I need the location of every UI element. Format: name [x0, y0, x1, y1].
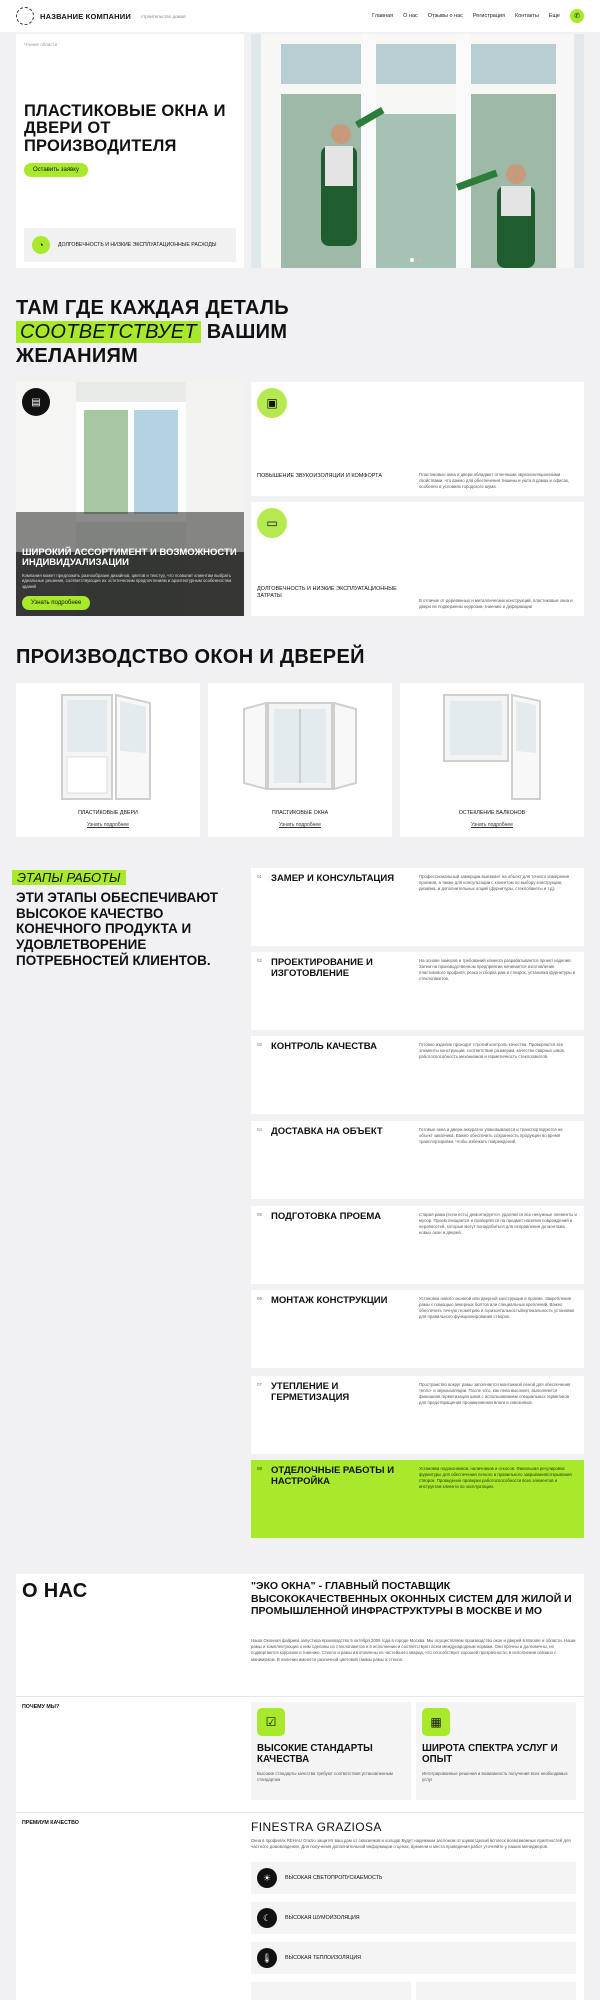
intro-heading	[16, 296, 289, 368]
slider-dot[interactable]	[417, 258, 421, 262]
site-header	[0, 0, 600, 32]
company-name[interactable]: НАЗВАНИЕ КОМПАНИИ	[40, 11, 131, 21]
stage-card-active	[251, 1460, 584, 1538]
why-desc: Интегрированные решения и возможность получения всех необходимых услуг	[422, 1770, 568, 1782]
stage-title: ПОДГОТОВКА ПРОЕМА	[271, 1211, 382, 1222]
why-us-label: ПОЧЕМУ МЫ?	[22, 1704, 60, 1710]
nav-home[interactable]: Главная	[372, 13, 394, 19]
product-link[interactable]: Узнать подробнее	[279, 822, 321, 828]
product-name: ПЛАСТИКОВЫЕ ОКНА	[271, 810, 329, 816]
company-tagline: строительство домов	[140, 13, 186, 19]
product-name: ПЛАСТИКОВЫЕ ДВЕРИ	[78, 810, 138, 816]
about-text: Наша Оконная фабрика запустила производство 5 октября 2006 года в городе Москва. Мы осуществляем производство окон и дверей в Москве и области. Наши рамы и комплектующие к ним сделаны из стеклопакетов и в исполнении и соответствуют всем международным нормам. Они прочны и долговечны, не подвергаются коррозии и гниению. Стекло и рамы изготовлены из чистейшего кварца, что способствует хорошей прозрачности, в исполнении связано с минимумом. В наличии имеются различной цветовой гаммы рамы и стекла.	[251, 1638, 576, 1662]
why-card	[416, 1702, 576, 1800]
balcony-glazing-image	[430, 689, 554, 805]
stage-desc: Установка подоконников, наличников и откосов. Финальная регулировка фурнитуры для обеспечения легкого и правильного закрывания/открывания створок. Проведение проверки работоспособности всех элементов и инструктаж клиента по эксплуатации.	[419, 1466, 572, 1490]
why-title: ШИРОТА СПЕКТРА УСЛУГ И ОПЫТ	[422, 1743, 558, 1765]
stage-number: 06	[257, 1296, 263, 1301]
nav-register[interactable]: Регистрация	[472, 13, 506, 19]
feature-title: ПОВЫШЕНИЕ ЗВУКОИЗОЛЯЦИИ И КОМФОРТА	[257, 472, 382, 479]
intro-heading-line1: ТАМ ГДЕ КАЖДАЯ ДЕТАЛЬ	[16, 297, 289, 319]
company-logo-icon[interactable]	[16, 7, 34, 25]
stage-number: 07	[257, 1382, 263, 1387]
stage-card	[251, 1290, 584, 1368]
stage-number: 05	[257, 1212, 263, 1217]
stage-title: МОНТАЖ КОНСТРУКЦИИ	[271, 1295, 388, 1306]
feature-card	[251, 382, 584, 496]
stages-heading: ЭТИ ЭТАПЫ ОБЕСПЕЧИВАЮТ ВЫСОКОЕ КАЧЕСТВО КОНЕЧНОГО ПРОДУКТА И УДОВЛЕТВОРЕНИЕ ПОТРЕБНОСТЕЙ КЛИЕНТОВ.	[16, 890, 219, 968]
stage-title: УТЕПЛЕНИЕ И ГЕРМЕТИЗАЦИЯ	[271, 1381, 350, 1403]
product-link[interactable]: Узнать подробнее	[471, 822, 513, 828]
stage-number: 03	[257, 1042, 263, 1047]
assortment-card-content	[22, 548, 238, 610]
premium-feature-text: ВЫСОКАЯ ТЕПЛОИЗОЛЯЦИЯ	[285, 1955, 361, 1961]
assortment-title: ШИРОКИЙ АССОРТИМЕНТ И ВОЗМОЖНОСТИ ИНДИВИДУАЛИЗАЦИИ	[22, 546, 237, 569]
workers-installing-window-image	[251, 34, 584, 268]
phone-button[interactable]	[570, 9, 584, 23]
stage-card	[251, 1376, 584, 1454]
premium-feature	[251, 1902, 576, 1934]
breadcrumb: Чтение области	[24, 42, 58, 47]
window-icon: ▣	[257, 388, 287, 418]
stage-title: КОНТРОЛЬ КАЧЕСТВА	[271, 1041, 377, 1052]
stage-card	[251, 1036, 584, 1114]
leave-request-button[interactable]: Оставить заявку	[24, 163, 88, 177]
stage-desc: На основе замеров и требований клиента разрабатывается проект изделия. Затем на производственном предприятии начинается изготовление пластикового профиля, резка и сборка рам и створок, установка фурнитуры и стеклопакетов.	[419, 958, 576, 982]
stage-title: ОТДЕЛОЧНЫЕ РАБОТЫ И НАСТРОЙКА	[271, 1465, 395, 1487]
product-link[interactable]: Узнать подробнее	[87, 822, 129, 828]
stage-title: ДОСТАВКА НА ОБЪЕКТ	[271, 1126, 383, 1137]
assortment-card	[16, 382, 244, 616]
about-lead: "ЭКО ОКНА" - ГЛАВНЫЙ ПОСТАВЩИК ВЫСОКОКАЧЕСТВЕННЫХ ОКОННЫХ СИСТЕМ ДЛЯ ЖИЛОЙ И ПРОМЫШЛЕННОЙ ИНФРАСТРУКТУРЫ В МОСКВЕ И МО	[251, 1580, 572, 1618]
stage-number: 02	[257, 958, 263, 963]
stage-card	[251, 1206, 584, 1284]
wallet-icon: ▭	[257, 508, 287, 538]
nav-contacts[interactable]: Контакты	[515, 13, 539, 19]
feature-title: ДОЛГОВЕЧНОСТЬ И НИЗКИЕ ЭКСПЛУАТАЦИОННЫЕ ЗАТРАТЫ	[257, 585, 397, 599]
stage-desc: Готовое изделие проходит строгий контроль качества. Проверяются все элементы конструкции, соответствие размерам, качество сварных швов, работоспособность механизмов и герметичность стеклопакетов.	[419, 1042, 565, 1060]
slider-dots[interactable]	[410, 258, 421, 262]
stage-number: 01	[257, 874, 263, 879]
premium-feature-text: ВЫСОКАЯ ШУМОИЗОЛЯЦИЯ	[285, 1915, 360, 1921]
intro-heading-line3: ЖЕЛАНИЯМ	[16, 345, 139, 367]
grid-icon: ▦	[422, 1708, 450, 1736]
stage-number: 08	[257, 1466, 263, 1471]
nav-about[interactable]: О нас	[403, 13, 418, 19]
premium-feature-text: ВЫСОКАЯ СВЕТОПРОПУСКАЕМОСТЬ	[285, 1875, 383, 1881]
product-card[interactable]	[208, 683, 392, 837]
why-card	[251, 1702, 411, 1800]
stage-card	[251, 952, 584, 1030]
stage-desc: Готовые окна и двери аккуратно упаковываются и транспортируются на объект заказчика. Важно обеспечить сохранность продукции во время транспортировки, чтобы избежать повреждений.	[419, 1127, 563, 1145]
plastic-window-image	[238, 689, 362, 805]
quality-icon: ☑	[257, 1708, 285, 1736]
premium-feature	[251, 1942, 576, 1974]
why-title: ВЫСОКИЕ СТАНДАРТЫ КАЧЕСТВА	[257, 1743, 373, 1765]
about-heading: О НАС	[22, 1580, 88, 1602]
stage-card	[251, 868, 584, 946]
hero-panel	[16, 34, 244, 268]
intro-heading-highlight: СООТВЕТСТВУЕТ	[16, 321, 201, 343]
slider-dot[interactable]	[410, 258, 414, 262]
sun-icon: ☀	[257, 1868, 277, 1888]
assortment-desc: Компания может предложить разнообразие дизайнов, цветов и текстур, что позволит клиентам выбрать идеальные решения, соответствующие их эстетическим предпочтениям и архитектурным особенностям зданий	[22, 572, 232, 590]
divider	[16, 1812, 584, 1813]
main-nav	[372, 13, 560, 19]
phone-icon: ✆	[574, 13, 580, 20]
hero-feature-text: ДОЛГОВЕЧНОСТЬ И НИЗКИЕ ЭКСПЛУАТАЦИОННЫЕ РАСХОДЫ	[58, 241, 217, 248]
stage-title: ПРОЕКТИРОВАНИЕ И ИЗГОТОВЛЕНИЕ	[271, 957, 373, 979]
stage-desc: Профессиональный замерщик выезжает на объект для точного измерения проемов, а также для консультации с клиентом по выбору конструкции, дизайна, и дополнительных опций (фурнитуры, стеклопакеты и т.д).	[419, 874, 570, 892]
feature-desc: В отличие от деревянных и металлических конструкций, пластиковые окна и двери не подвержены коррозии, гниению и деформации	[419, 597, 573, 609]
moon-icon: ☾	[257, 1908, 277, 1928]
card-partial	[251, 1982, 411, 2000]
feature-desc: Пластиковые окна и двери обладают отличными звукоизоляционными свойствами, что важно для обеспечения тишины и уюта в домах и офисах, особенно в условиях городского шума	[419, 471, 570, 489]
stage-desc: Пространство вокруг рамы заполняется монтажной пеной для обеспечения тепло- и звукоизоляции. После того, как пена высохнет, выполняется финишная герметизация швов с использованием специальных герметиков для предотвращения проникновения влаги и сквозняков.	[419, 1382, 571, 1406]
products-heading: ПРОИЗВОДСТВО ОКОН И ДВЕРЕЙ	[16, 646, 365, 668]
divider	[16, 1696, 584, 1697]
premium-label: ПРЕМИУМ КАЧЕСТВО	[22, 1820, 79, 1826]
stage-number: 04	[257, 1127, 263, 1132]
stages-tag: ЭТАПЫ РАБОТЫ	[12, 870, 126, 885]
plastic-door-image	[46, 689, 170, 805]
why-desc: Высокие стандарты качества требуют соответствия установленным стандартам	[257, 1770, 393, 1782]
hero-title: ПЛАСТИКОВЫЕ ОКНА И ДВЕРИ ОТ ПРОИЗВОДИТЕЛЯ	[24, 102, 226, 155]
feature-card	[251, 502, 584, 616]
product-card[interactable]	[400, 683, 584, 837]
stage-desc: Установка нового оконной или дверной конструкции в проеме. Закрепление рамы с помощью анкерных болтов или специальных креплений. Важно обеспечить точную геометрию и горизонтальность/вертикальность установки для правильного функционирования створок.	[419, 1296, 574, 1320]
chart-icon: ◔	[32, 236, 50, 254]
stage-title: ЗАМЕР И КОНСУЛЬТАЦИЯ	[271, 873, 395, 884]
product-card[interactable]	[16, 683, 200, 837]
card-partial	[416, 1982, 576, 2000]
nav-reviews[interactable]: Отзывы о нас	[427, 13, 463, 19]
premium-title: FINESTRA GRAZIOSA	[251, 1820, 382, 1834]
about-section	[16, 1574, 584, 2000]
thermometer-icon: 🌡	[257, 1948, 277, 1968]
stage-desc: Старая рама (если есть) демонтируется, удаляются все ненужные элементы и мусор. Проем очищается и проверяется на предмет наличия повреждений и неровностей, которые могут понадобиться для исправления до монтажа новых окон и дверей.	[419, 1212, 577, 1236]
premium-desc: Окна в профилях REHAU Grazio защитят ваш дом от сквозняков и холода! Будут надежным заслоном от шума! Целый всплеск всевозможных приятностей для частного домовладения. Для получения дополнительной информации о ценах, времени и места проведения работ уточняйте у наших менеджеров.	[251, 1838, 571, 1850]
stage-card	[251, 1121, 584, 1199]
layers-icon: ▤	[22, 388, 50, 416]
hero-feature-card	[24, 228, 236, 262]
nav-more[interactable]: Еще	[548, 13, 560, 19]
intro-heading-line2: ВАШИМ	[206, 321, 288, 343]
hero-image-slider[interactable]	[251, 34, 584, 268]
learn-more-button[interactable]: Узнать подробнее	[22, 596, 90, 610]
premium-feature	[251, 1862, 576, 1894]
product-name: ОСТЕКЛЕНИЕ БАЛКОНОВ	[458, 810, 526, 816]
